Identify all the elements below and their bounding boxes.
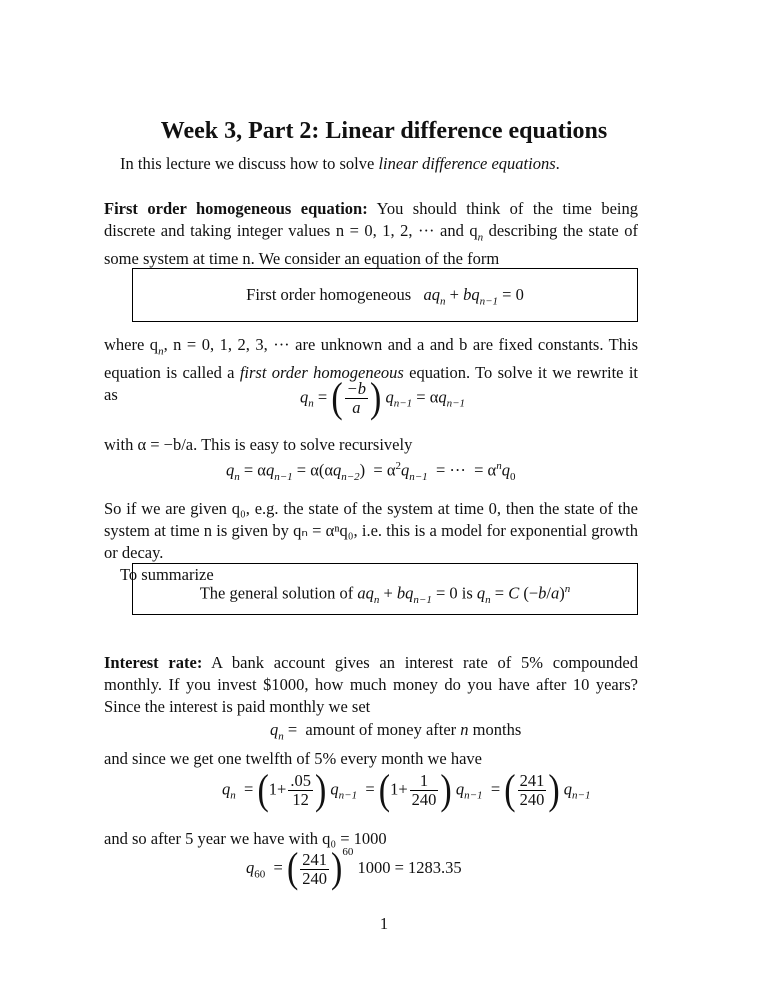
page-title: Week 3, Part 2: Linear difference equations (160, 118, 608, 144)
equation-recursion: $q_n = \alpha q_{n-1} = \alpha(\alpha q_{n-2}) = \alpha^2q_{n-1}$ = ··· = $\alpha^nq_0$ (226, 460, 516, 483)
intro-suffix: . (555, 154, 560, 173)
intro-paragraph (104, 153, 638, 175)
intro-prefix: In this lecture we discuss how to solve (120, 154, 379, 173)
section-heading-interest: Interest rate: (104, 653, 203, 672)
equation-result: $q_{60}$ = ( $\frac{241}{240}$ )$^{60}$ 1000 = 1283.35 (246, 845, 462, 892)
intro-emphasis: linear difference equations (378, 154, 556, 173)
section-homogeneous-paragraph: First order homogeneous equation: You should think of the time being discrete and taking integer values n = 0, 1, 2, ··· and $q_n$ describing the state of some system at time n. We consider an equation of the form (104, 199, 638, 269)
emphasis-first-order: first order homogeneous (239, 363, 404, 383)
paragraph-summary: So if we are given q₀, e.g. the state of the system at time 0, then the state of the system at time n is given by qₙ = αⁿq₀, i.e. this is a model for exponential growth or decay. To summarize (104, 499, 638, 584)
definition-box-homogeneous: First order homogeneous $aq_n + bq_{n-1} = 0$ (132, 268, 638, 322)
general-solution-box: The general solution of $aq_n + bq_{n-1} = 0$ is $q_n = C$ $(-b/a)^n$ (132, 563, 638, 615)
equation-monthly-growth: $q_n = (1+$ $\frac{.05}{12}$ ) $q_{n-1} = (1+$ $\frac{1}{240}$ ) $q_{n-1}$ = ( $\frac{241}{240}$ ) $q_{n-1}$ (222, 766, 591, 813)
paragraph-five-years: and so after 5 year we have with q₀ = 1000 (104, 829, 387, 848)
paragraph-alpha: with α = −b/a. This is easy to solve recursively (104, 435, 413, 454)
sec1-text1: You should think of the time being discrete and taking integer values n = 0, 1, 2, ··· and q (104, 199, 638, 240)
equation-rewrite: $q_n$ = ( $\frac{-b}{a}$ ) $q_{n-1} = \alpha q_{n-1}$ (300, 374, 466, 421)
section-interest-paragraph: Interest rate: A bank account gives an interest rate of 5% compounded monthly. If you invest $1000, how much money do you have after 10 years? Since the interest is paid monthly we set (104, 653, 638, 716)
paragraph-unknowns: where $q_n$, n = 0, 1, 2, 3, ··· are unknown and a and b are fixed constants. This equation is called a first order homogeneous equation. To solve it we rewrite it as (104, 335, 638, 405)
page-number: 1 (379, 914, 389, 933)
sec1-text2: describing the state of some system at time n. We consider an equation of the form (104, 221, 638, 269)
paragraph-twelfth: and since we get one twelfth of 5% every month we have (104, 749, 482, 768)
box1-label: First order homogeneous (246, 285, 412, 304)
equation-definition: $q_n$ = amount of money after n months (270, 720, 522, 743)
section-heading-homogeneous: First order homogeneous equation: (104, 199, 368, 218)
